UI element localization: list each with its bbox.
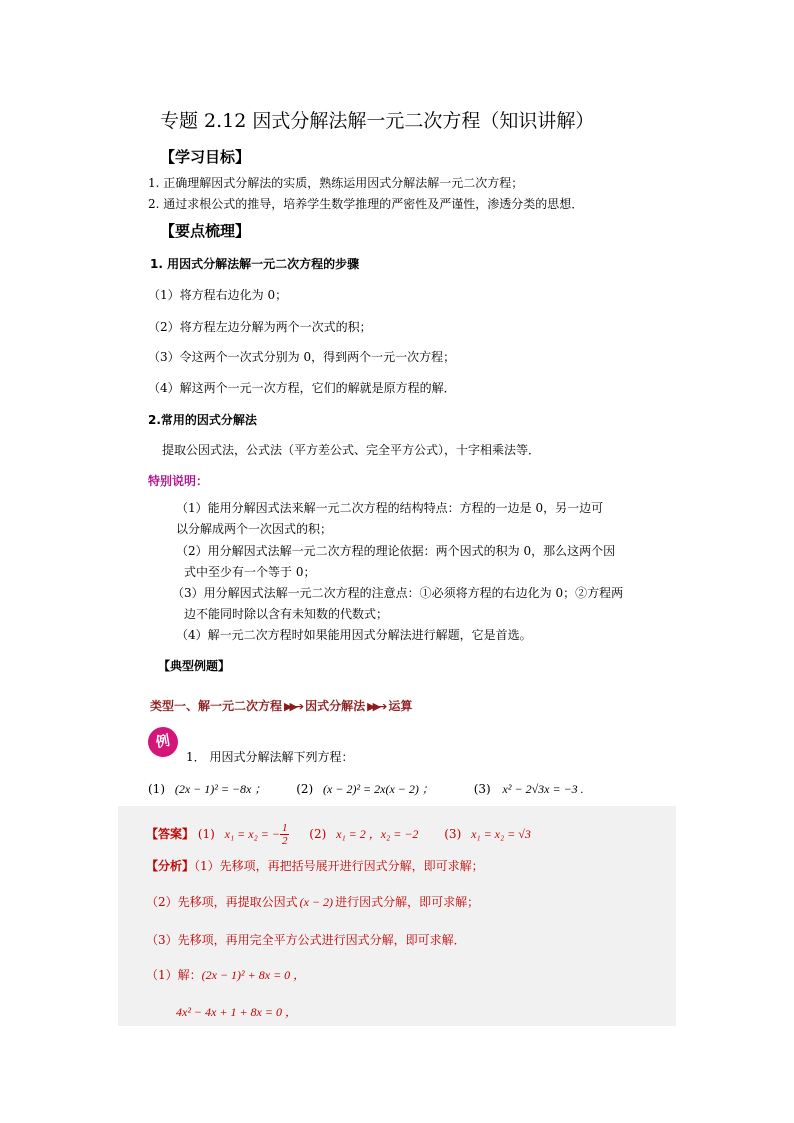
double-arrow-icon: ▶▶➔ [367, 700, 385, 713]
answer-1-fraction [280, 822, 290, 847]
special-note-line: （1）能用分解因式法来解一元二次方程的结构特点：方程的一边是 0，另一边可 [176, 501, 604, 515]
section-examples-heading: 【典型例题】 [158, 659, 231, 673]
special-note-line: 边不能同时除以含有未知数的代数式； [184, 607, 389, 621]
special-note-label: 特别说明： [148, 474, 209, 488]
step-item: （2）将方程左边分解为两个一次式的积； [148, 320, 372, 334]
fraction-numerator: 1 [281, 822, 288, 834]
eq-label: (2) [296, 782, 314, 796]
answer-part-label: (1) [197, 827, 215, 841]
type-heading [150, 697, 412, 714]
example-equations [148, 780, 584, 797]
answer-1-lhs: x₁ = x₂ = − [224, 827, 280, 841]
special-note-line: （2）用分解因式法解一元二次方程的理论依据：两个因式的积为 0，那么这两个因 [176, 544, 616, 558]
methods-text: 提取公因式法，公式法（平方差公式、完全平方公式），十字相乘法等． [162, 443, 541, 457]
special-note-line: （4）解一元二次方程时如果能用因式分解法进行解题，它是首选。 [176, 628, 532, 642]
solution-math: (2x − 1)² + 8x = 0 ， [201, 968, 306, 982]
analysis-line: （3）先移项，再用完全平方公式进行因式分解，即可求解． [146, 933, 466, 947]
special-note-line: （3）用分解因式法解一元二次方程的注意点：①必须将方程的右边化为 0；②方程两 [172, 586, 624, 600]
equation-2: (x − 2)² = 2x(x − 2) ； [323, 782, 434, 796]
eq-label: (3) [473, 782, 491, 796]
analysis-text: （1）先移项，再把括号展开进行因式分解，即可求解； [194, 859, 484, 873]
solution-line [146, 966, 305, 983]
analysis-label: 【分析】 [146, 859, 195, 873]
equation-1: (2x − 1)² = −8x ； [174, 782, 267, 796]
type-heading-part: 类型一、解一元二次方程 [150, 699, 283, 713]
section-points-heading: 【要点梳理】 [160, 222, 251, 240]
section-goals-heading: 【学习目标】 [160, 148, 251, 166]
eq-label: (1) [148, 782, 165, 796]
step-item: （1）将方程右边化为 0； [148, 288, 288, 302]
analysis-text: 进行因式分解，即可求解； [335, 895, 480, 909]
type-heading-part: 运算 [388, 699, 413, 713]
analysis-line [146, 857, 484, 874]
fraction-denominator: 2 [281, 835, 288, 847]
example-badge-icon: 例 [146, 725, 181, 760]
points-subheading-steps: 1. 用因式分解法解一元二次方程的步骤 [150, 257, 360, 271]
equation-3: x² − 2√3x = −3 . [502, 782, 584, 796]
type-heading-part: 因式分解法 [305, 699, 366, 713]
analysis-line [146, 893, 479, 910]
solution-line: 4x² − 4x + 1 + 8x = 0 ， [176, 1005, 297, 1019]
double-arrow-icon: ▶▶➔ [284, 700, 302, 713]
answer-part-label: (3) [444, 827, 462, 841]
example-prompt: 1． 用因式分解法解下列方程： [186, 750, 354, 764]
solution-text: （1）解： [146, 968, 202, 982]
answer-3-value: x₁ = x₂ = √3 [471, 827, 531, 841]
answer-line [146, 822, 531, 847]
goal-item: 2. 通过求根公式的推导，培养学生数学推理的严密性及严谨性，渗透分类的思想． [148, 197, 584, 211]
special-note-line: 以分解成两个一次因式的积； [176, 522, 333, 536]
special-note-line: 式中至少有一个等于 0； [184, 565, 316, 579]
answer-2-value: x₁ = 2 ，x₂ = −2 [336, 827, 419, 841]
answer-part-label: (2) [309, 827, 327, 841]
points-subheading-methods: 2.常用的因式分解法 [148, 413, 257, 427]
answer-label: 【答案】 [146, 827, 195, 841]
goal-item: 1. 正确理解因式分解法的实质，熟练运用因式分解法解一元二次方程； [148, 176, 524, 190]
analysis-math: (x − 2) [299, 895, 334, 909]
analysis-text: （2）先移项，再提取公因式 [146, 895, 298, 909]
step-item: （4）解这两个一元一次方程，它们的解就是原方程的解． [148, 381, 456, 395]
step-item: （3）令这两个一次式分别为 0，得到两个一元一次方程； [148, 350, 456, 364]
page-title: 专题 2.12 因式分解法解一元二次方程（知识讲解） [160, 110, 595, 132]
